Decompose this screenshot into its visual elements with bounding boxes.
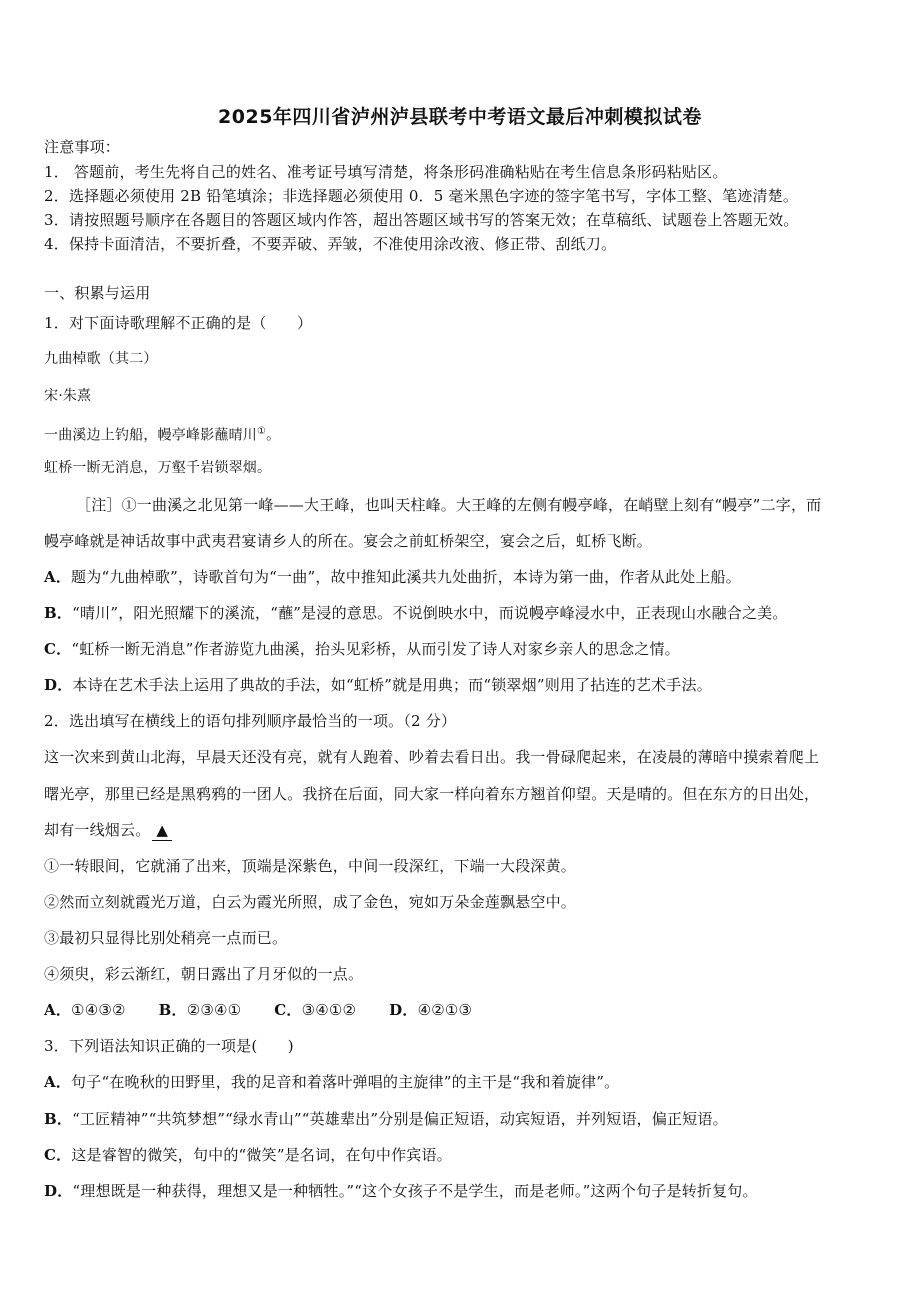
option-label: C． [44,1146,72,1164]
q2-option-a[interactable] [44,1000,126,1020]
q2-para-line-3 [44,820,880,841]
note-item-2: 2．选择题必须使用 2B 铅笔填涂；非选择题必须使用 0．5 毫米黑色字迹的签字笔书写，字体工整、笔迹清楚。 [44,187,799,205]
q2-option-c[interactable] [274,1000,356,1020]
notes-heading: 注意事项： [44,138,121,156]
option-text: ①④③② [71,1001,126,1019]
option-label: C． [44,640,72,658]
q2-item-2: ②然而立刻就霞光万道，白云为霞光所照，成了金色，宛如万朵金莲飘悬空中。 [44,893,577,911]
option-text: “虹桥一断无消息”作者游览九曲溪，抬头见彩桥，从而引发了诗人对家乡亲人的思念之情。 [71,640,680,658]
poem-line-1-text: 一曲溪边上钓船，幔亭峰影蘸晴川 [44,427,257,444]
option-text: 题为“九曲棹歌”，诗歌首句为“一曲”，故中推知此溪共九处曲折，本诗为第一曲，作者从此处上船。 [71,568,741,586]
option-text: 本诗在艺术手法上运用了典故的手法，如“虹桥”就是用典；而“锁翠烟”则用了拈连的艺术手法。 [72,676,712,694]
q1-stem: 1．对下面诗歌理解不正确的是（ ） [44,314,313,332]
q2-para-line-1: 这一次来到黄山北海，早晨天还没有亮，就有人跑着、吵着去看日出。我一骨碌爬起来，在凌晨的薄暗中摸索着爬上 [44,748,820,766]
option-label: D． [44,676,73,694]
option-text: ②③④① [186,1001,242,1019]
q1-option-b[interactable] [44,603,880,623]
q2-option-b[interactable] [159,1000,242,1020]
q2-option-d[interactable] [389,1000,472,1020]
q3-option-a[interactable] [44,1072,880,1092]
option-text: “理想既是一种获得，理想又是一种牺牲。”“这个女孩子不是学生，而是老师。”这两个句子是转折复句。 [72,1182,758,1200]
q3-option-d[interactable] [44,1181,880,1201]
option-label: B． [44,604,73,622]
q1-poem-title: 九曲棹歌（其二） [44,351,158,367]
option-label: B． [44,1110,73,1128]
option-text: “工匠精神”“共筑梦想”“绿水青山”“英雄辈出”分别是偏正短语，动宾短语，并列短语，偏正短语。 [72,1110,728,1128]
q3-option-c[interactable] [44,1145,880,1165]
q2-item-4: ④须臾，彩云渐红，朝日露出了月牙似的一点。 [44,965,364,983]
poem-line-1-end: 。 [266,427,281,444]
q1-option-c[interactable] [44,639,880,659]
q2-options [44,1000,880,1020]
q1-poem-line-2: 虹桥一断无消息，万壑千岩锁翠烟。 [44,460,272,476]
option-label: D． [389,1001,418,1019]
option-label: A． [44,1001,72,1019]
note-item-4: 4．保持卡面清洁，不要折叠，不要弄破、弄皱，不准使用涂改液、修正带、刮纸刀。 [44,235,617,253]
note-item-1: 1． 答题前，考生先将自己的姓名、准考证号填写清楚，将条形码准确粘贴在考生信息条形码粘贴区。 [44,163,728,181]
option-text: ④②①③ [417,1001,473,1019]
answer-blank[interactable]: ▲ [152,820,172,841]
q3-option-b[interactable] [44,1109,880,1129]
q2-para-line-2: 曙光亭，那里已经是黑鸦鸦的一团人。我挤在后面，同大家一样向着东方翘首仰望。天是晴的。但在东方的日出处， [44,785,820,803]
q1-note-line-1: ［注］①一曲溪之北见第一峰——大王峰，也叫天柱峰。大王峰的左侧有幔亭峰，在峭壁上刻有“幔亭”二字，而 [76,496,822,514]
q2-item-3: ③最初只显得比别处稍亮一点而已。 [44,929,288,947]
q1-option-d[interactable] [44,675,880,695]
q2-stem: 2．选出填写在横线上的语句排列顺序最恰当的一项。（2 分） [44,712,457,730]
q1-poem-author: 宋·朱熹 [44,388,92,404]
option-text: 这是睿智的微笑，句中的“微笑”是名词，在句中作宾语。 [71,1146,452,1164]
option-label: A． [44,1073,72,1091]
para-line-3-text: 却有一线烟云。 [44,821,151,839]
option-label: B． [158,1001,187,1019]
option-label: D． [44,1182,73,1200]
q3-stem: 3．下列语法知识正确的一项是( ) [44,1037,294,1055]
section-heading: 一、积累与运用 [44,284,151,302]
option-text: ③④①② [301,1001,357,1019]
q1-poem-line-1 [44,422,880,446]
q2-item-1: ①一转眼间，它就涌了出来，顶端是深紫色，中间一段深红，下端一大段深黄。 [44,857,577,875]
option-text: 句子“在晚秋的田野里，我的足音和着落叶弹唱的主旋律”的主干是“我和着旋律”。 [71,1073,620,1091]
q1-note-line-2: 幔亭峰就是神话故事中武夷君宴请乡人的所在。宴会之前虹桥架空，宴会之后，虹桥飞断。 [44,532,653,550]
note-item-3: 3．请按照题号顺序在各题目的答题区域内作答，超出答题区域书写的答案无效；在草稿纸、试题卷上答题无效。 [44,211,799,229]
option-text: “晴川”，阳光照耀下的溪流，“蘸”是浸的意思。不说倒映水中，而说幔亭峰浸水中，正表现山水融合之美。 [72,604,788,622]
footnote-marker: ① [257,426,267,437]
option-label: C． [274,1001,302,1019]
page-title: 2025年四川省泸州泸县联考中考语文最后冲刺模拟试卷 [218,106,702,128]
option-label: A． [44,568,72,586]
q1-option-a[interactable] [44,567,880,587]
